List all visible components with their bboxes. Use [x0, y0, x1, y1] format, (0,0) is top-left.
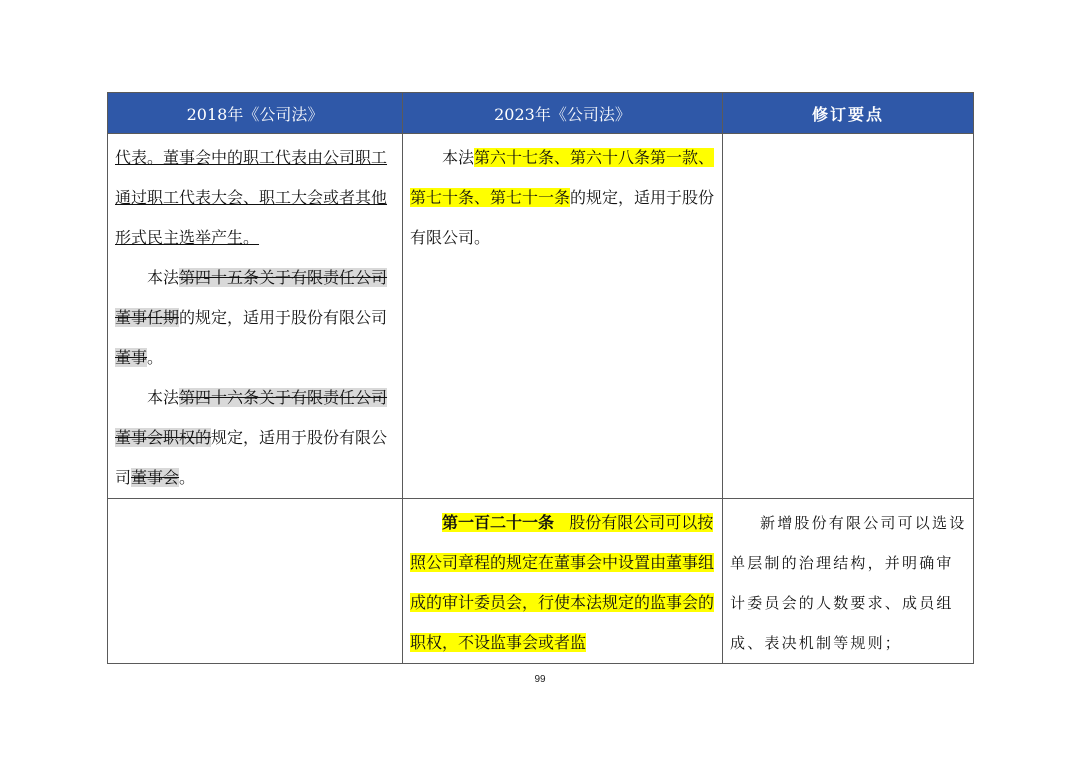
new-law-cell — [403, 499, 723, 664]
deleted-text: 第四十五条关于有限责任公司董事任期 — [115, 268, 388, 327]
page-number: 99 — [534, 674, 546, 685]
new-para-2 — [410, 503, 716, 663]
header-revision-points: 修订要点 — [723, 93, 974, 134]
deleted-text: 董事 — [115, 348, 148, 367]
highlight-gap — [554, 513, 569, 532]
old-law-cell — [108, 499, 403, 664]
old-law-cell — [108, 134, 403, 499]
old-law-text — [108, 499, 402, 503]
new-para-1 — [410, 138, 716, 258]
comparison-table — [107, 92, 974, 664]
new-law-cell — [403, 134, 723, 499]
old-para-3 — [115, 378, 396, 498]
header-2023: 2023年《公司法》 — [403, 93, 723, 134]
revision-note — [723, 134, 973, 138]
table-row — [108, 499, 974, 664]
text-span: 。 — [179, 468, 196, 487]
table-row — [108, 134, 974, 499]
old-para-2 — [115, 258, 396, 378]
highlighted-text: 股份有限公司可以按照公司章程的规定在董事会中设置由董事组成的审计委员会，行使本法规定的监事会的职权，不设监事会或者监 — [410, 513, 715, 652]
deleted-text: 董事会 — [131, 468, 180, 487]
highlighted-text: 第六十七条、第六十八条第一款、第七十条、第七十一条 — [410, 148, 715, 207]
text-span: 本法 — [147, 388, 180, 407]
revision-note-cell — [723, 134, 974, 499]
revision-note: 新增股份有限公司可以选设单层制的治理结构，并明确审计委员会的人数要求、成员组成、表决机制等规则； — [730, 514, 967, 652]
text-span: 。 — [147, 348, 164, 367]
text-span: 本法 — [147, 268, 180, 287]
header-2018: 2018年《公司法》 — [108, 93, 403, 134]
header-row — [108, 93, 974, 134]
text-span: 的规定，适用于股份有限公司。 — [410, 188, 715, 247]
revision-note-cell — [723, 499, 974, 664]
text-span: 本法 — [442, 148, 475, 167]
article-number: 第一百二十一条 — [442, 513, 555, 532]
old-para-1: 代表。董事会中的职工代表由公司职工通过职工代表大会、职工大会或者其他形式民主选举产生。 — [115, 148, 388, 247]
deleted-text: 第四十六条关于有限责任公司董事会职权的 — [115, 388, 388, 447]
text-span: 的规定，适用于股份有限公司 — [179, 308, 388, 327]
text-span: 规定，适用于股份有限公司 — [115, 428, 388, 487]
